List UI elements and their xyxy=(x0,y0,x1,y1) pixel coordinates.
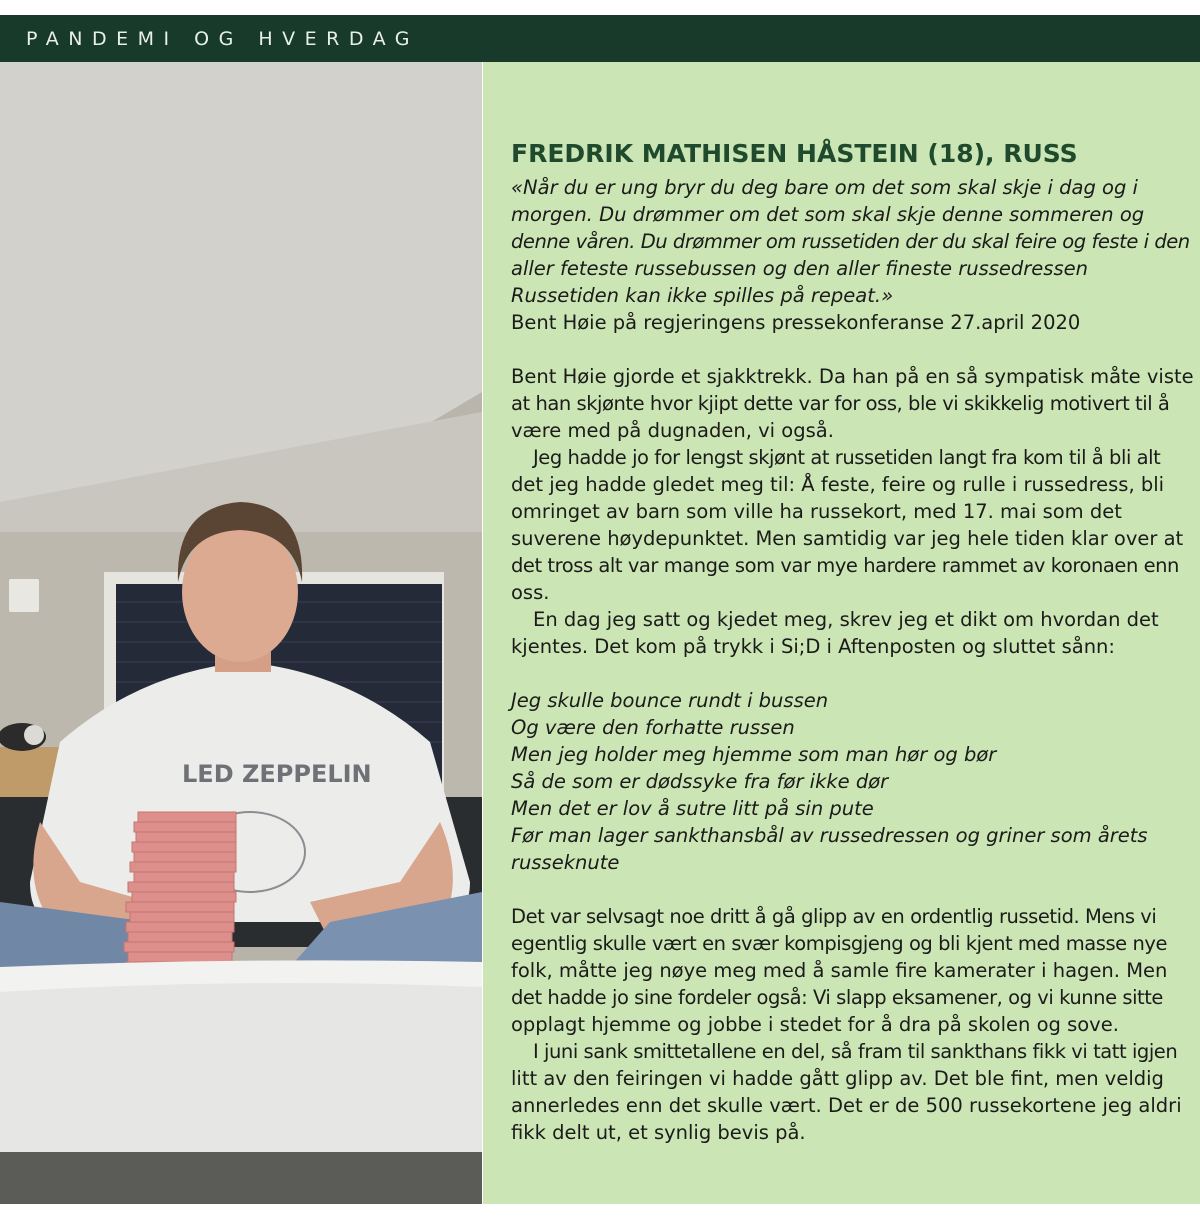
text-line: at han skjønte hvor kjipt dette var for oss, ble vi skikkelig motivert til å xyxy=(511,392,1170,415)
text-line: suverene høydepunktet. Men samtidig var jeg hele tiden klar over at xyxy=(511,527,1184,550)
poem-line: Før man lager sankthansbål av russedressen og griner som årets xyxy=(511,824,1148,847)
poem-line: Jeg skulle bounce rundt i bussen xyxy=(511,689,829,712)
quote-line: Russetiden kan ikke spilles på repeat.» xyxy=(511,284,894,307)
text-line: være med på dugnaden, vi også. xyxy=(511,419,834,442)
text-line: litt av den feiringen vi hadde gått glipp av. Det ble fint, men veldig xyxy=(511,1067,1164,1090)
text-line: oss. xyxy=(511,581,550,604)
section-title: PANDEMI OG HVERDAG xyxy=(26,28,420,50)
text-line: opplagt hjemme og jobbe i stedet for å dra på skolen og sove. xyxy=(511,1013,1119,1036)
quote-line: «Når du er ung bryr du deg bare om det som skal skje i dag og i xyxy=(511,176,1138,199)
article-panel xyxy=(483,62,1200,1204)
text-line: Det var selvsagt noe dritt å gå glipp av en ordentlig russetid. Mens vi xyxy=(511,905,1157,928)
text-line: Jeg hadde jo for lengst skjønt at russetiden langt fra kom til å bli alt xyxy=(533,446,1161,469)
poem-line: Så de som er dødssyke fra før ikke dør xyxy=(511,770,889,793)
article-content xyxy=(511,136,1194,1146)
poem-line: Og være den forhatte russen xyxy=(511,716,795,739)
quote-source: Bent Høie på regjeringens pressekonferanse 27.april 2020 xyxy=(511,311,1081,334)
text-line: En dag jeg satt og kjedet meg, skrev jeg et dikt om hvordan det xyxy=(533,608,1159,631)
text-line: fikk delt ut, et synlig bevis på. xyxy=(511,1121,806,1144)
paragraph-3 xyxy=(511,606,1181,660)
paragraph-2 xyxy=(511,444,1184,606)
text-line: omringet av barn som ville ha russekort, med 17. mai som det xyxy=(511,500,1122,523)
article-title: FREDRIK MATHISEN HÅSTEIN (18), RUSS xyxy=(511,139,1078,168)
poem-line: Men jeg holder meg hjemme som man hør og bør xyxy=(511,743,997,766)
poem xyxy=(511,687,1181,876)
text-line: folk, måtte jeg nøye meg med å samle fire kamerater i hagen. Men xyxy=(511,959,1168,982)
quote-line: denne våren. Du drømmer om russetiden der du skal feire og feste i den xyxy=(511,230,1190,253)
poem-line: russeknute xyxy=(511,851,620,874)
quote-block xyxy=(511,174,1190,336)
shirt-print-text: LED ZEPPELIN xyxy=(182,760,372,788)
photo-illustration xyxy=(0,62,482,1204)
text-line: annerledes enn det skulle vært. Det er de 500 russekortene jeg aldri xyxy=(511,1094,1182,1117)
section-header xyxy=(0,15,1200,62)
text-line: Bent Høie gjorde et sjakktrekk. Da han på en så sympatisk måte viste xyxy=(511,365,1194,388)
poem-line: Men det er lov å sutre litt på sin pute xyxy=(511,797,874,820)
text-line: det tross alt var mange som var mye hardere rammet av koronaen enn xyxy=(511,554,1179,577)
bottom-margin xyxy=(0,1204,1200,1219)
paragraph-5 xyxy=(511,1038,1181,1146)
quote-line: aller feteste russebussen og den aller fineste russedressen xyxy=(511,257,1088,280)
text-line: egentlig skulle vært en svær kompisgjeng og bli kjent med masse nye xyxy=(511,932,1168,955)
quote-line: morgen. Du drømmer om det som skal skje denne sommeren og xyxy=(511,203,1145,226)
portrait-photo xyxy=(0,62,482,1204)
text-line: kjentes. Det kom på trykk i Si;D i Aftenposten og sluttet sånn: xyxy=(511,635,1115,658)
paragraph-1 xyxy=(511,363,1194,444)
text-line: det jeg hadde gledet meg til: Å feste, feire og rulle i russedress, bli xyxy=(511,473,1165,496)
text-line: det hadde jo sine fordeler også: Vi slapp eksamener, og vi kunne sitte xyxy=(511,986,1163,1009)
paragraph-4 xyxy=(511,903,1181,1038)
text-line: I juni sank smittetallene en del, så fram til sankthans fikk vi tatt igjen xyxy=(533,1040,1178,1063)
